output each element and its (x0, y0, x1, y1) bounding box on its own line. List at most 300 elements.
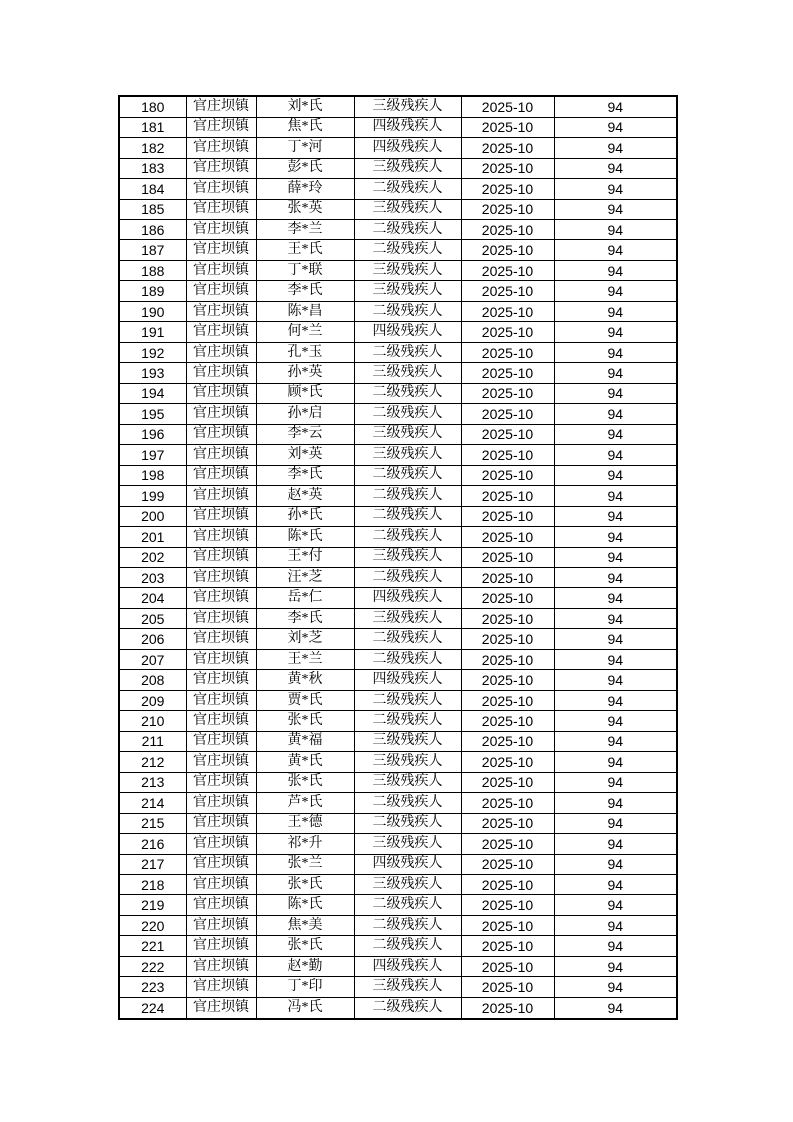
cell-disability-level: 四级残疾人 (354, 117, 461, 137)
table-row (119, 96, 677, 117)
cell-disability-level: 二级残疾人 (354, 342, 461, 362)
cell-month: 2025-10 (461, 506, 554, 526)
cell-disability-level: 三级残疾人 (354, 424, 461, 444)
cell-town-name: 官庄坝镇 (186, 138, 256, 158)
cell-town-name: 官庄坝镇 (186, 997, 256, 1019)
cell-sequence-number: 193 (119, 363, 186, 383)
cell-month: 2025-10 (461, 383, 554, 403)
cell-month: 2025-10 (461, 424, 554, 444)
cell-town-name: 官庄坝镇 (186, 117, 256, 137)
table-body (119, 96, 677, 1019)
cell-month: 2025-10 (461, 465, 554, 485)
cell-month: 2025-10 (461, 875, 554, 895)
cell-sequence-number: 213 (119, 772, 186, 792)
table-row (119, 322, 677, 342)
cell-month: 2025-10 (461, 158, 554, 178)
table-row (119, 220, 677, 240)
cell-town-name: 官庄坝镇 (186, 465, 256, 485)
cell-month: 2025-10 (461, 220, 554, 240)
cell-amount: 94 (554, 404, 677, 424)
cell-person-name: 黄*秋 (256, 670, 354, 690)
cell-town-name: 官庄坝镇 (186, 547, 256, 567)
cell-sequence-number: 205 (119, 608, 186, 628)
cell-person-name: 贾*氏 (256, 690, 354, 710)
cell-disability-level: 二级残疾人 (354, 404, 461, 424)
table-row (119, 445, 677, 465)
cell-month: 2025-10 (461, 690, 554, 710)
cell-sequence-number: 214 (119, 793, 186, 813)
cell-month: 2025-10 (461, 711, 554, 731)
cell-town-name: 官庄坝镇 (186, 875, 256, 895)
cell-disability-level: 二级残疾人 (354, 997, 461, 1019)
cell-person-name: 李*云 (256, 424, 354, 444)
cell-month: 2025-10 (461, 834, 554, 854)
cell-sequence-number: 183 (119, 158, 186, 178)
cell-month: 2025-10 (461, 445, 554, 465)
table-row (119, 936, 677, 956)
cell-month: 2025-10 (461, 649, 554, 669)
cell-sequence-number: 186 (119, 220, 186, 240)
cell-person-name: 丁*河 (256, 138, 354, 158)
cell-person-name: 李*氏 (256, 465, 354, 485)
cell-amount: 94 (554, 342, 677, 362)
cell-sequence-number: 222 (119, 956, 186, 976)
cell-town-name: 官庄坝镇 (186, 486, 256, 506)
cell-month: 2025-10 (461, 915, 554, 935)
cell-town-name: 官庄坝镇 (186, 854, 256, 874)
cell-amount: 94 (554, 649, 677, 669)
cell-person-name: 丁*联 (256, 260, 354, 280)
cell-amount: 94 (554, 588, 677, 608)
table-row (119, 752, 677, 772)
cell-town-name: 官庄坝镇 (186, 96, 256, 117)
cell-sequence-number: 203 (119, 567, 186, 587)
table-row (119, 608, 677, 628)
cell-sequence-number: 190 (119, 301, 186, 321)
cell-amount: 94 (554, 240, 677, 260)
cell-person-name: 冯*氏 (256, 997, 354, 1019)
cell-disability-level: 二级残疾人 (354, 711, 461, 731)
cell-person-name: 张*氏 (256, 711, 354, 731)
table-row (119, 793, 677, 813)
cell-disability-level: 二级残疾人 (354, 813, 461, 833)
cell-disability-level: 四级残疾人 (354, 854, 461, 874)
cell-month: 2025-10 (461, 670, 554, 690)
cell-person-name: 李*氏 (256, 608, 354, 628)
cell-amount: 94 (554, 997, 677, 1019)
cell-amount: 94 (554, 486, 677, 506)
cell-town-name: 官庄坝镇 (186, 670, 256, 690)
table-row (119, 915, 677, 935)
cell-disability-level: 二级残疾人 (354, 690, 461, 710)
cell-sequence-number: 199 (119, 486, 186, 506)
cell-disability-level: 二级残疾人 (354, 936, 461, 956)
cell-amount: 94 (554, 199, 677, 219)
cell-month: 2025-10 (461, 854, 554, 874)
table-row (119, 997, 677, 1019)
cell-sequence-number: 208 (119, 670, 186, 690)
table-row (119, 240, 677, 260)
cell-town-name: 官庄坝镇 (186, 731, 256, 751)
cell-disability-level: 三级残疾人 (354, 96, 461, 117)
cell-sequence-number: 192 (119, 342, 186, 362)
cell-sequence-number: 197 (119, 445, 186, 465)
cell-town-name: 官庄坝镇 (186, 383, 256, 403)
table-row (119, 424, 677, 444)
cell-amount: 94 (554, 772, 677, 792)
cell-disability-level: 三级残疾人 (354, 608, 461, 628)
cell-town-name: 官庄坝镇 (186, 936, 256, 956)
cell-town-name: 官庄坝镇 (186, 424, 256, 444)
cell-amount: 94 (554, 138, 677, 158)
cell-month: 2025-10 (461, 813, 554, 833)
table-row (119, 486, 677, 506)
cell-amount: 94 (554, 875, 677, 895)
cell-month: 2025-10 (461, 608, 554, 628)
cell-person-name: 祁*升 (256, 834, 354, 854)
cell-disability-level: 二级残疾人 (354, 793, 461, 813)
cell-month: 2025-10 (461, 752, 554, 772)
cell-month: 2025-10 (461, 363, 554, 383)
cell-person-name: 张*氏 (256, 875, 354, 895)
cell-sequence-number: 189 (119, 281, 186, 301)
table-row (119, 731, 677, 751)
table-row (119, 854, 677, 874)
cell-person-name: 黄*氏 (256, 752, 354, 772)
cell-month: 2025-10 (461, 96, 554, 117)
table-row (119, 690, 677, 710)
cell-town-name: 官庄坝镇 (186, 915, 256, 935)
cell-sequence-number: 217 (119, 854, 186, 874)
cell-amount: 94 (554, 260, 677, 280)
cell-person-name: 孙*氏 (256, 506, 354, 526)
cell-sequence-number: 209 (119, 690, 186, 710)
table-row (119, 138, 677, 158)
cell-month: 2025-10 (461, 260, 554, 280)
cell-amount: 94 (554, 854, 677, 874)
cell-amount: 94 (554, 445, 677, 465)
table-row (119, 158, 677, 178)
cell-town-name: 官庄坝镇 (186, 629, 256, 649)
cell-month: 2025-10 (461, 588, 554, 608)
table-row (119, 772, 677, 792)
benefit-roster-table (118, 95, 678, 1020)
cell-town-name: 官庄坝镇 (186, 322, 256, 342)
cell-person-name: 刘*英 (256, 445, 354, 465)
cell-disability-level: 四级残疾人 (354, 670, 461, 690)
cell-disability-level: 三级残疾人 (354, 445, 461, 465)
cell-sequence-number: 210 (119, 711, 186, 731)
cell-sequence-number: 187 (119, 240, 186, 260)
table-row (119, 875, 677, 895)
cell-person-name: 薛*玲 (256, 179, 354, 199)
table-row (119, 199, 677, 219)
cell-sequence-number: 195 (119, 404, 186, 424)
cell-amount: 94 (554, 179, 677, 199)
table-row (119, 567, 677, 587)
cell-town-name: 官庄坝镇 (186, 793, 256, 813)
cell-person-name: 赵*英 (256, 486, 354, 506)
cell-sequence-number: 184 (119, 179, 186, 199)
cell-town-name: 官庄坝镇 (186, 220, 256, 240)
table-row (119, 629, 677, 649)
cell-town-name: 官庄坝镇 (186, 752, 256, 772)
table-row (119, 465, 677, 485)
table-row (119, 260, 677, 280)
cell-disability-level: 三级残疾人 (354, 158, 461, 178)
cell-disability-level: 三级残疾人 (354, 834, 461, 854)
cell-sequence-number: 194 (119, 383, 186, 403)
cell-person-name: 丁*印 (256, 977, 354, 997)
cell-person-name: 李*兰 (256, 220, 354, 240)
table-row (119, 404, 677, 424)
cell-sequence-number: 218 (119, 875, 186, 895)
cell-person-name: 彭*氏 (256, 158, 354, 178)
cell-disability-level: 三级残疾人 (354, 281, 461, 301)
cell-sequence-number: 216 (119, 834, 186, 854)
table-row (119, 301, 677, 321)
cell-disability-level: 二级残疾人 (354, 383, 461, 403)
cell-person-name: 张*兰 (256, 854, 354, 874)
cell-amount: 94 (554, 220, 677, 240)
cell-amount: 94 (554, 977, 677, 997)
cell-month: 2025-10 (461, 527, 554, 547)
cell-town-name: 官庄坝镇 (186, 649, 256, 669)
cell-amount: 94 (554, 158, 677, 178)
cell-disability-level: 三级残疾人 (354, 260, 461, 280)
table-row (119, 179, 677, 199)
cell-person-name: 刘*氏 (256, 96, 354, 117)
cell-person-name: 岳*仁 (256, 588, 354, 608)
cell-town-name: 官庄坝镇 (186, 977, 256, 997)
cell-amount: 94 (554, 895, 677, 915)
cell-month: 2025-10 (461, 936, 554, 956)
cell-person-name: 张*氏 (256, 772, 354, 792)
cell-town-name: 官庄坝镇 (186, 711, 256, 731)
cell-month: 2025-10 (461, 404, 554, 424)
cell-disability-level: 二级残疾人 (354, 895, 461, 915)
cell-person-name: 汪*芝 (256, 567, 354, 587)
cell-month: 2025-10 (461, 301, 554, 321)
cell-disability-level: 二级残疾人 (354, 629, 461, 649)
table-row (119, 588, 677, 608)
cell-person-name: 李*氏 (256, 281, 354, 301)
cell-month: 2025-10 (461, 117, 554, 137)
cell-person-name: 孙*启 (256, 404, 354, 424)
cell-sequence-number: 221 (119, 936, 186, 956)
cell-town-name: 官庄坝镇 (186, 260, 256, 280)
cell-sequence-number: 182 (119, 138, 186, 158)
cell-amount: 94 (554, 813, 677, 833)
table-row (119, 383, 677, 403)
cell-amount: 94 (554, 711, 677, 731)
cell-amount: 94 (554, 629, 677, 649)
cell-sequence-number: 220 (119, 915, 186, 935)
cell-month: 2025-10 (461, 772, 554, 792)
cell-town-name: 官庄坝镇 (186, 834, 256, 854)
cell-sequence-number: 181 (119, 117, 186, 137)
cell-person-name: 焦*氏 (256, 117, 354, 137)
cell-person-name: 赵*勤 (256, 956, 354, 976)
cell-disability-level: 二级残疾人 (354, 179, 461, 199)
cell-amount: 94 (554, 322, 677, 342)
cell-town-name: 官庄坝镇 (186, 342, 256, 362)
cell-amount: 94 (554, 527, 677, 547)
cell-town-name: 官庄坝镇 (186, 179, 256, 199)
cell-sequence-number: 196 (119, 424, 186, 444)
table-row (119, 834, 677, 854)
cell-amount: 94 (554, 547, 677, 567)
cell-amount: 94 (554, 117, 677, 137)
cell-town-name: 官庄坝镇 (186, 281, 256, 301)
cell-person-name: 孔*玉 (256, 342, 354, 362)
cell-town-name: 官庄坝镇 (186, 772, 256, 792)
cell-person-name: 焦*美 (256, 915, 354, 935)
cell-month: 2025-10 (461, 486, 554, 506)
cell-town-name: 官庄坝镇 (186, 956, 256, 976)
table-row (119, 363, 677, 383)
cell-sequence-number: 224 (119, 997, 186, 1019)
cell-amount: 94 (554, 936, 677, 956)
table-row (119, 547, 677, 567)
cell-town-name: 官庄坝镇 (186, 301, 256, 321)
cell-disability-level: 三级残疾人 (354, 731, 461, 751)
cell-person-name: 王*氏 (256, 240, 354, 260)
cell-person-name: 张*氏 (256, 936, 354, 956)
cell-town-name: 官庄坝镇 (186, 404, 256, 424)
cell-town-name: 官庄坝镇 (186, 690, 256, 710)
cell-amount: 94 (554, 506, 677, 526)
cell-month: 2025-10 (461, 179, 554, 199)
cell-month: 2025-10 (461, 997, 554, 1019)
cell-disability-level: 四级残疾人 (354, 322, 461, 342)
cell-town-name: 官庄坝镇 (186, 199, 256, 219)
table-row (119, 281, 677, 301)
cell-disability-level: 二级残疾人 (354, 527, 461, 547)
table-row (119, 342, 677, 362)
cell-month: 2025-10 (461, 895, 554, 915)
cell-amount: 94 (554, 752, 677, 772)
cell-sequence-number: 212 (119, 752, 186, 772)
cell-sequence-number: 180 (119, 96, 186, 117)
cell-month: 2025-10 (461, 793, 554, 813)
cell-town-name: 官庄坝镇 (186, 363, 256, 383)
cell-town-name: 官庄坝镇 (186, 895, 256, 915)
table-row (119, 977, 677, 997)
cell-sequence-number: 207 (119, 649, 186, 669)
table-row (119, 813, 677, 833)
cell-month: 2025-10 (461, 547, 554, 567)
cell-disability-level: 二级残疾人 (354, 301, 461, 321)
cell-month: 2025-10 (461, 629, 554, 649)
cell-amount: 94 (554, 834, 677, 854)
cell-disability-level: 三级残疾人 (354, 772, 461, 792)
cell-disability-level: 二级残疾人 (354, 465, 461, 485)
cell-person-name: 刘*芝 (256, 629, 354, 649)
cell-amount: 94 (554, 793, 677, 813)
cell-person-name: 芦*氏 (256, 793, 354, 813)
cell-amount: 94 (554, 567, 677, 587)
cell-disability-level: 三级残疾人 (354, 199, 461, 219)
cell-month: 2025-10 (461, 567, 554, 587)
cell-amount: 94 (554, 301, 677, 321)
cell-amount: 94 (554, 690, 677, 710)
cell-town-name: 官庄坝镇 (186, 158, 256, 178)
cell-sequence-number: 198 (119, 465, 186, 485)
cell-person-name: 孙*英 (256, 363, 354, 383)
cell-person-name: 陈*氏 (256, 527, 354, 547)
cell-sequence-number: 219 (119, 895, 186, 915)
table-row (119, 895, 677, 915)
cell-sequence-number: 185 (119, 199, 186, 219)
cell-sequence-number: 191 (119, 322, 186, 342)
cell-town-name: 官庄坝镇 (186, 588, 256, 608)
cell-sequence-number: 223 (119, 977, 186, 997)
cell-amount: 94 (554, 281, 677, 301)
table-row (119, 527, 677, 547)
cell-person-name: 王*兰 (256, 649, 354, 669)
cell-disability-level: 二级残疾人 (354, 649, 461, 669)
table-row (119, 670, 677, 690)
cell-disability-level: 三级残疾人 (354, 977, 461, 997)
cell-month: 2025-10 (461, 322, 554, 342)
cell-month: 2025-10 (461, 281, 554, 301)
cell-month: 2025-10 (461, 240, 554, 260)
table-row (119, 956, 677, 976)
cell-person-name: 陈*氏 (256, 895, 354, 915)
cell-person-name: 张*英 (256, 199, 354, 219)
cell-sequence-number: 202 (119, 547, 186, 567)
cell-person-name: 顾*氏 (256, 383, 354, 403)
table-row (119, 649, 677, 669)
cell-amount: 94 (554, 424, 677, 444)
cell-town-name: 官庄坝镇 (186, 813, 256, 833)
cell-sequence-number: 188 (119, 260, 186, 280)
cell-disability-level: 四级残疾人 (354, 956, 461, 976)
table-row (119, 117, 677, 137)
cell-month: 2025-10 (461, 138, 554, 158)
cell-disability-level: 二级残疾人 (354, 506, 461, 526)
cell-town-name: 官庄坝镇 (186, 527, 256, 547)
cell-disability-level: 二级残疾人 (354, 567, 461, 587)
cell-disability-level: 二级残疾人 (354, 240, 461, 260)
cell-month: 2025-10 (461, 342, 554, 362)
cell-person-name: 王*德 (256, 813, 354, 833)
table-row (119, 711, 677, 731)
cell-sequence-number: 215 (119, 813, 186, 833)
cell-sequence-number: 201 (119, 527, 186, 547)
cell-disability-level: 四级残疾人 (354, 138, 461, 158)
cell-disability-level: 三级残疾人 (354, 363, 461, 383)
cell-town-name: 官庄坝镇 (186, 567, 256, 587)
cell-person-name: 黄*福 (256, 731, 354, 751)
cell-disability-level: 三级残疾人 (354, 752, 461, 772)
cell-town-name: 官庄坝镇 (186, 445, 256, 465)
cell-person-name: 陈*昌 (256, 301, 354, 321)
cell-amount: 94 (554, 956, 677, 976)
cell-town-name: 官庄坝镇 (186, 608, 256, 628)
cell-amount: 94 (554, 670, 677, 690)
cell-month: 2025-10 (461, 199, 554, 219)
cell-month: 2025-10 (461, 731, 554, 751)
cell-disability-level: 三级残疾人 (354, 875, 461, 895)
cell-sequence-number: 211 (119, 731, 186, 751)
cell-amount: 94 (554, 465, 677, 485)
cell-disability-level: 二级残疾人 (354, 915, 461, 935)
cell-sequence-number: 204 (119, 588, 186, 608)
cell-disability-level: 二级残疾人 (354, 220, 461, 240)
cell-amount: 94 (554, 363, 677, 383)
